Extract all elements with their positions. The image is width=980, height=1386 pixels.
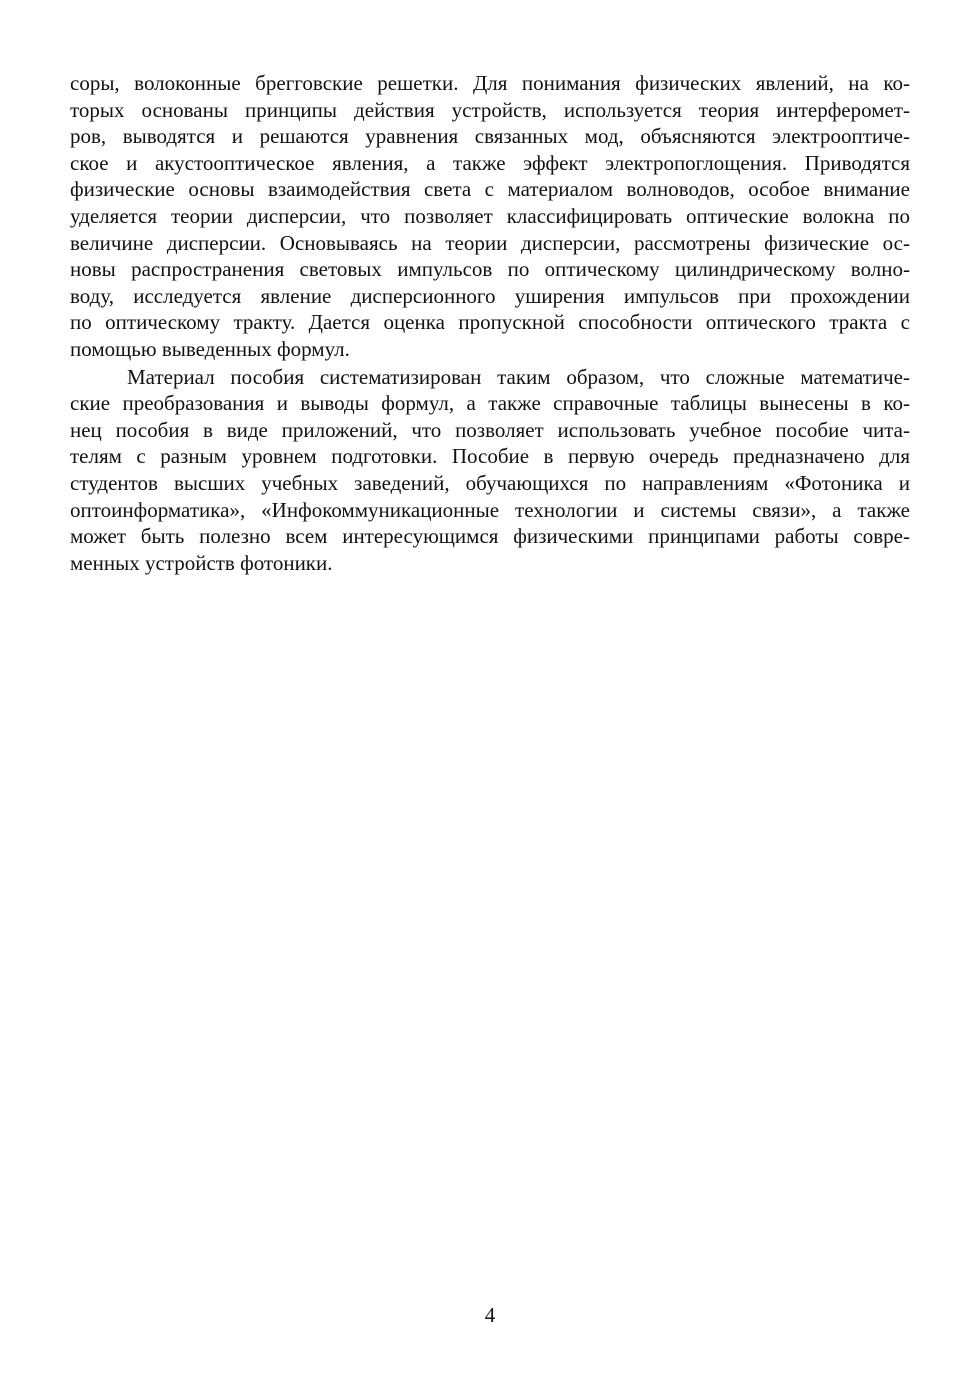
text-line: ров, выводятся и решаются уравнения связанных мод, объясняются электрооптиче- bbox=[70, 124, 910, 149]
text-line: телям с разным уровнем подготовки. Пособие в первую очередь предназначено для bbox=[70, 444, 910, 469]
text-line: оптоинформатика», «Инфокоммуникационные технологии и системы связи», а также bbox=[70, 497, 910, 522]
text-line: менных устройств фотоники. bbox=[70, 550, 333, 575]
text-line: по оптическому тракту. Дается оценка пропускной способности оптического тракта с bbox=[70, 310, 910, 335]
text-line: соры, волоконные брегговские решетки. Для понимания физических явлений, на ко- bbox=[70, 71, 910, 95]
text-line: ское и акустооптическое явления, а также эффект электропоглощения. Приводятся bbox=[70, 150, 910, 175]
text-line: студентов высших учебных заведений, обучающихся по направлениям «Фотоника и bbox=[70, 470, 910, 495]
text-line: физические основы взаимодействия света с материалом волноводов, особое внимание bbox=[70, 177, 910, 202]
text-line: величине дисперсии. Основываясь на теории дисперсии, рассмотрены физические ос- bbox=[70, 230, 910, 255]
text-line: уделяется теории дисперсии, что позволяет классифицировать оптические волокна по bbox=[70, 203, 910, 228]
paragraph-1 bbox=[70, 70, 910, 363]
text-line: может быть полезно всем интересующимся физическими принципами работы совре- bbox=[70, 524, 910, 549]
text-line: ские преобразования и выводы формул, а также справочные таблицы вынесены в ко- bbox=[70, 391, 910, 416]
paragraph-2 bbox=[70, 364, 910, 577]
page-number: 4 bbox=[484, 1303, 496, 1327]
text-line: торых основаны принципы действия устройств, используется теория интерферомет- bbox=[70, 97, 910, 122]
text-line: Материал пособия систематизирован таким образом, что сложные математиче- bbox=[127, 364, 910, 389]
document-page bbox=[70, 70, 910, 576]
text-line: нец пособия в виде приложений, что позволяет использовать учебное пособие чита- bbox=[70, 417, 910, 442]
text-line: новы распространения световых импульсов по оптическому цилиндрическому волно- bbox=[70, 257, 910, 282]
text-line: помощью выведенных формул. bbox=[70, 336, 350, 361]
text-line: воду, исследуется явление дисперсионного уширения импульсов при прохождении bbox=[70, 283, 910, 308]
